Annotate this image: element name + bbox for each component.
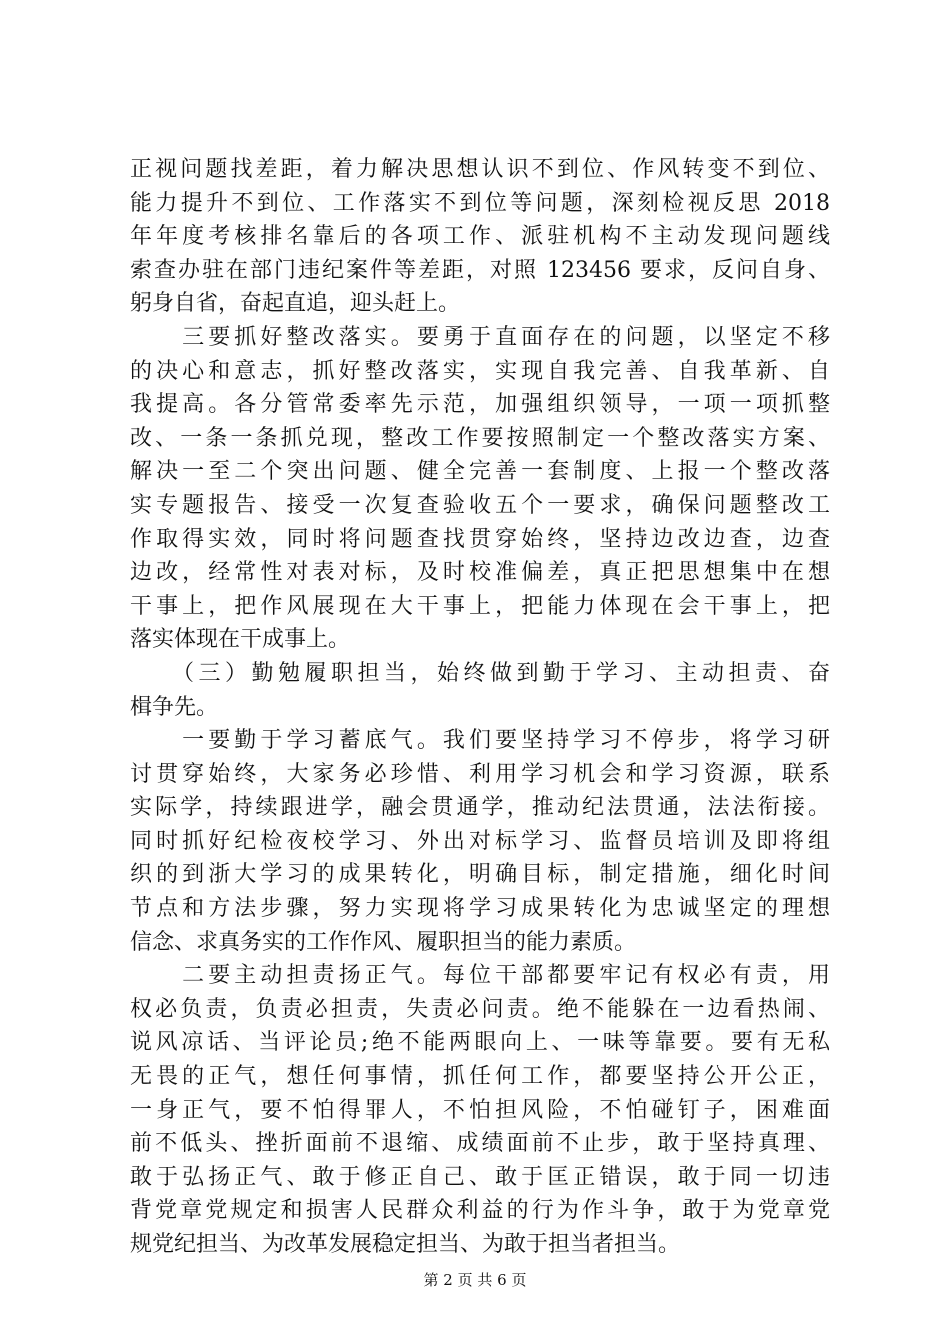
text-line: 三要抓好整改落实。要勇于直面存在的问题，以坚定不移	[130, 324, 830, 350]
text-line: 边改，经常性对表对标，及时校准偏差，真正把思想集中在想	[130, 560, 830, 586]
text-line: 解决一至二个突出问题、健全完善一套制度、上报一个整改落	[130, 459, 830, 485]
text-line: 躬身自省，奋起直追，迎头赶上。	[130, 291, 461, 317]
text-line: 索查办驻在部门违纪案件等差距，对照 123456 要求，反问自身、	[130, 257, 830, 283]
text-line: 正视问题找差距，着力解决思想认识不到位、作风转变不到位、	[130, 157, 830, 182]
text-line: 同时抓好纪检夜校学习、外出对标学习、监督员培训及即将组	[130, 828, 830, 854]
text-line: 信念、求真务实的工作作风、履职担当的能力素质。	[130, 929, 637, 955]
text-line: 背党章党规定和损害人民群众利益的行为作斗争，敢于为党章党	[130, 1198, 830, 1224]
text-line: 一要勤于学习蓄底气。我们要坚持学习不停步，将学习研	[130, 728, 830, 754]
text-line: 敢于弘扬正气、敢于修正自己、敢于匡正错误，敢于同一切违	[130, 1164, 830, 1190]
text-line: 的决心和意志，抓好整改落实，实现自我完善、自我革新、自	[130, 358, 830, 384]
text-line: 作取得实效，同时将问题查找贯穿始终，坚持边改边查，边查	[130, 526, 830, 552]
text-line: 改、一条一条抓兑现，整改工作要按照制定一个整改落实方案、	[130, 425, 830, 451]
text-line: 年年度考核排名靠后的各项工作、派驻机构不主动发现问题线	[130, 224, 830, 250]
text-line: 讨贯穿始终，大家务必珍惜、利用学习机会和学习资源，联系	[130, 761, 830, 787]
text-line: 织的到浙大学习的成果转化，明确目标，制定措施，细化时间	[130, 862, 830, 888]
text-line: 权必负责，负责必担责，失责必问责。绝不能躲在一边看热闹、	[130, 996, 830, 1022]
text-line: 节点和方法步骤，努力实现将学习成果转化为忠诚坚定的理想	[130, 896, 830, 922]
text-line: 能力提升不到位、工作落实不到位等问题，深刻检视反思 2018	[130, 190, 830, 216]
text-line: 规党纪担当、为改革发展稳定担当、为敢于担当者担当。	[130, 1232, 681, 1257]
text-line: 一身正气，要不怕得罪人，不怕担风险，不怕碰钉子，困难面	[130, 1097, 830, 1123]
text-line: 我提高。各分管常委率先示范，加强组织领导，一项一项抓整	[130, 392, 830, 418]
text-line: （三）勤勉履职担当，始终做到勤于学习、主动担责、奋	[130, 660, 830, 686]
text-line: 楫争先。	[130, 694, 219, 720]
text-line: 干事上，把作风展现在大干事上，把能力体现在会干事上，把	[130, 593, 830, 619]
text-line: 二要主动担责扬正气。每位干部都要牢记有权必有责，用	[130, 963, 830, 989]
page-footer: 第 2 页 共 6 页	[423, 1271, 527, 1289]
text-line: 实际学，持续跟进学，融会贯通学，推动纪法贯通，法法衔接。	[130, 795, 830, 821]
text-line: 实专题报告、接受一次复查验收五个一要求，确保问题整改工	[130, 492, 830, 518]
document-body	[130, 153, 830, 1262]
text-line: 落实体现在干成事上。	[130, 627, 351, 653]
text-line: 前不低头、挫折面前不退缩、成绩面前不止步，敢于坚持真理、	[130, 1131, 830, 1157]
text-line: 无畏的正气，想任何事情，抓任何工作，都要坚持公开公正，	[130, 1064, 830, 1090]
text-line: 说风凉话、当评论员;绝不能两眼向上、一味等靠要。要有无私	[130, 1030, 830, 1056]
